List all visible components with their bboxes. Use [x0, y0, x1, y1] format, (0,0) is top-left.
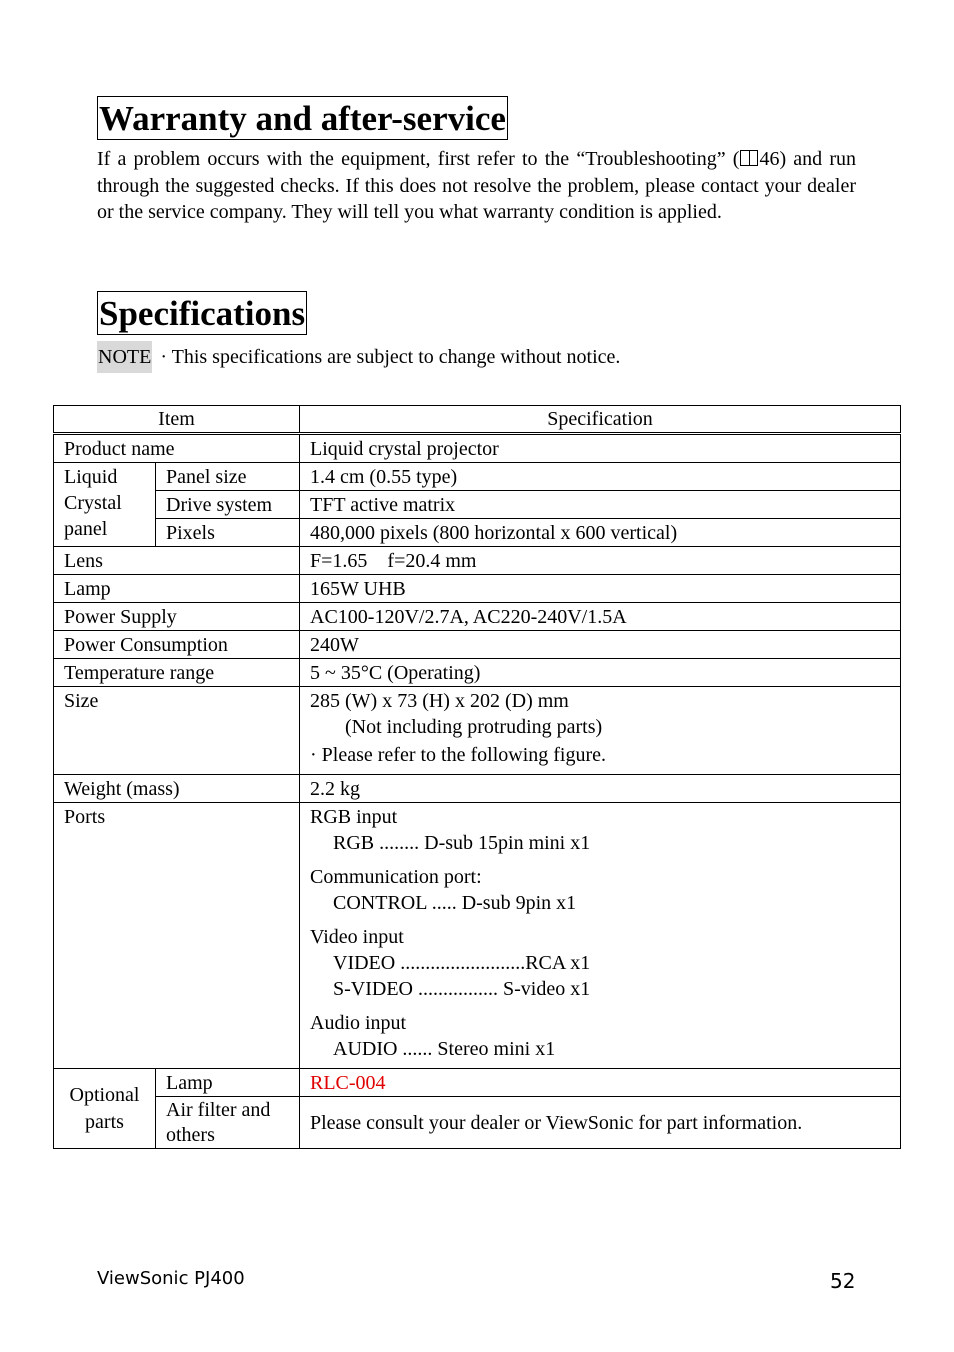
ports-svideo-line: S-VIDEO ................ S-video x1	[333, 978, 591, 1000]
table-row	[54, 1069, 901, 1097]
row-label: Lens	[54, 547, 300, 575]
table-row	[54, 575, 901, 603]
warranty-heading: Warranty and after-service	[97, 96, 508, 140]
row-value	[300, 803, 901, 1069]
book-icon	[740, 150, 758, 166]
ports-video-title: Video input	[310, 926, 404, 948]
row-label: Drive system	[156, 491, 300, 519]
ports-rgb-title: RGB input	[310, 806, 398, 828]
row-value: AC100-120V/2.7A, AC220-240V/1.5A	[300, 603, 901, 631]
specifications-heading: Specifications	[97, 291, 307, 335]
size-note: (Not including protruding parts)	[345, 716, 603, 738]
table-row	[54, 1097, 901, 1149]
row-label: Power Supply	[54, 603, 300, 631]
note-row	[97, 341, 620, 373]
table-row	[54, 803, 901, 1069]
ports-comm-line: CONTROL ..... D-sub 9pin x1	[333, 892, 577, 914]
row-label: Size	[54, 687, 300, 775]
ports-video-line: VIDEO .........................RCA x1	[333, 952, 591, 974]
row-label: Pixels	[156, 519, 300, 547]
table-header-row	[54, 406, 901, 434]
size-dimensions: 285 (W) x 73 (H) x 202 (D) mm	[310, 690, 569, 712]
row-value: F=1.65 f=20.4 mm	[300, 547, 901, 575]
row-group-label: Optional parts	[54, 1069, 156, 1149]
specification-table	[53, 405, 901, 1149]
row-value: 5 ~ 35°C (Operating)	[300, 659, 901, 687]
table-row	[54, 463, 901, 491]
page-number: 52	[830, 1269, 856, 1293]
size-figure-ref: · Please refer to the following figure.	[310, 744, 607, 766]
row-value: 165W UHB	[300, 575, 901, 603]
row-value: 480,000 pixels (800 horizontal x 600 vertical)	[300, 519, 901, 547]
row-value: Please consult your dealer or ViewSonic for part information.	[300, 1097, 901, 1149]
row-label: Weight (mass)	[54, 775, 300, 803]
row-value: 2.2 kg	[300, 775, 901, 803]
row-label: Lamp	[54, 575, 300, 603]
row-value: RLC-004	[300, 1069, 901, 1097]
table-row	[54, 659, 901, 687]
row-label: Power Consumption	[54, 631, 300, 659]
warranty-text-1: If a problem occurs with the equipment, first refer to the “Troubleshooting” (	[97, 148, 740, 170]
row-label: Lamp	[156, 1069, 300, 1097]
warranty-paragraph	[97, 146, 856, 226]
note-text: · This specifications are subject to change without notice.	[160, 346, 621, 368]
row-value: 1.4 cm (0.55 type)	[300, 463, 901, 491]
table-row	[54, 775, 901, 803]
header-specification: Specification	[300, 406, 901, 434]
row-value: 240W	[300, 631, 901, 659]
table-row	[54, 519, 901, 547]
ports-comm-title: Communication port:	[310, 866, 482, 888]
ports-audio-line: AUDIO ...... Stereo mini x1	[333, 1038, 556, 1060]
table-row	[54, 631, 901, 659]
table-row	[54, 434, 901, 463]
row-label: Panel size	[156, 463, 300, 491]
row-value: TFT active matrix	[300, 491, 901, 519]
note-label: NOTE	[97, 341, 152, 373]
ports-rgb-line: RGB ........ D-sub 15pin mini x1	[333, 832, 591, 854]
row-label: Product name	[54, 434, 300, 463]
row-label: Ports	[54, 803, 300, 1069]
header-item: Item	[54, 406, 300, 434]
warranty-text-2: ) and run through the suggested checks. If this does not resolve the problem, please contact your dealer or the service company. They will tell you what warranty condition is applied.	[97, 148, 856, 223]
row-label: Air filter and others	[156, 1097, 300, 1149]
table-row	[54, 687, 901, 775]
row-value: Liquid crystal projector	[300, 434, 901, 463]
table-row	[54, 491, 901, 519]
warranty-page-ref: 46	[759, 148, 780, 170]
footer-product-name: ViewSonic PJ400	[97, 1268, 245, 1289]
ports-audio-title: Audio input	[310, 1012, 407, 1034]
row-label: Temperature range	[54, 659, 300, 687]
table-row	[54, 603, 901, 631]
row-value	[300, 687, 901, 775]
table-row	[54, 547, 901, 575]
row-group-label: Liquid Crystal panel	[54, 463, 156, 547]
